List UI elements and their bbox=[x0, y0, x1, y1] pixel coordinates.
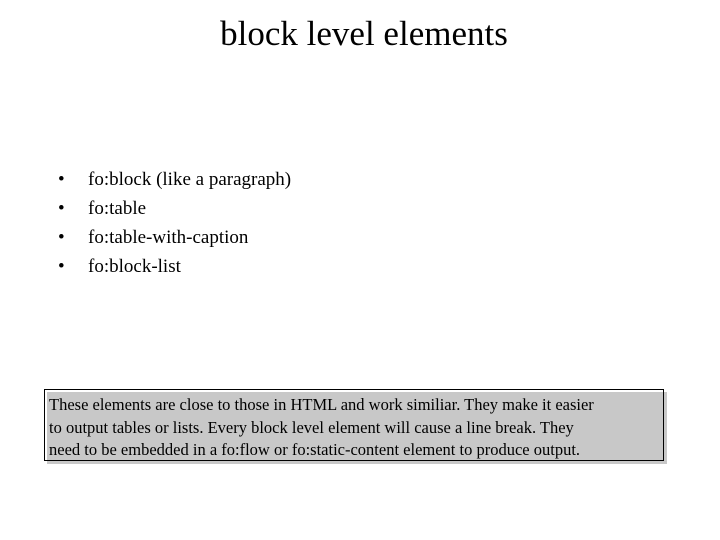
note-line: to output tables or lists. Every block level element will cause a line break. They bbox=[49, 417, 574, 437]
slide-title: block level elements bbox=[220, 14, 508, 53]
note-box bbox=[44, 389, 664, 461]
bullet-icon: • bbox=[58, 256, 65, 277]
bullet-icon: • bbox=[58, 227, 65, 248]
bullet-icon: • bbox=[58, 198, 65, 219]
list-item-text: fo:table bbox=[88, 198, 147, 219]
note-line: These elements are close to those in HTML and work similiar. They make it easier bbox=[49, 395, 594, 414]
note-line: need to be embedded in a fo:flow or fo:static-content element to produce output. bbox=[49, 440, 581, 459]
list-item-text: fo:block-list bbox=[88, 256, 181, 277]
bullet-icon: • bbox=[58, 169, 65, 190]
list-item-text: fo:block (like a paragraph) bbox=[88, 169, 292, 190]
list-item-text: fo:table-with-caption bbox=[88, 227, 249, 248]
